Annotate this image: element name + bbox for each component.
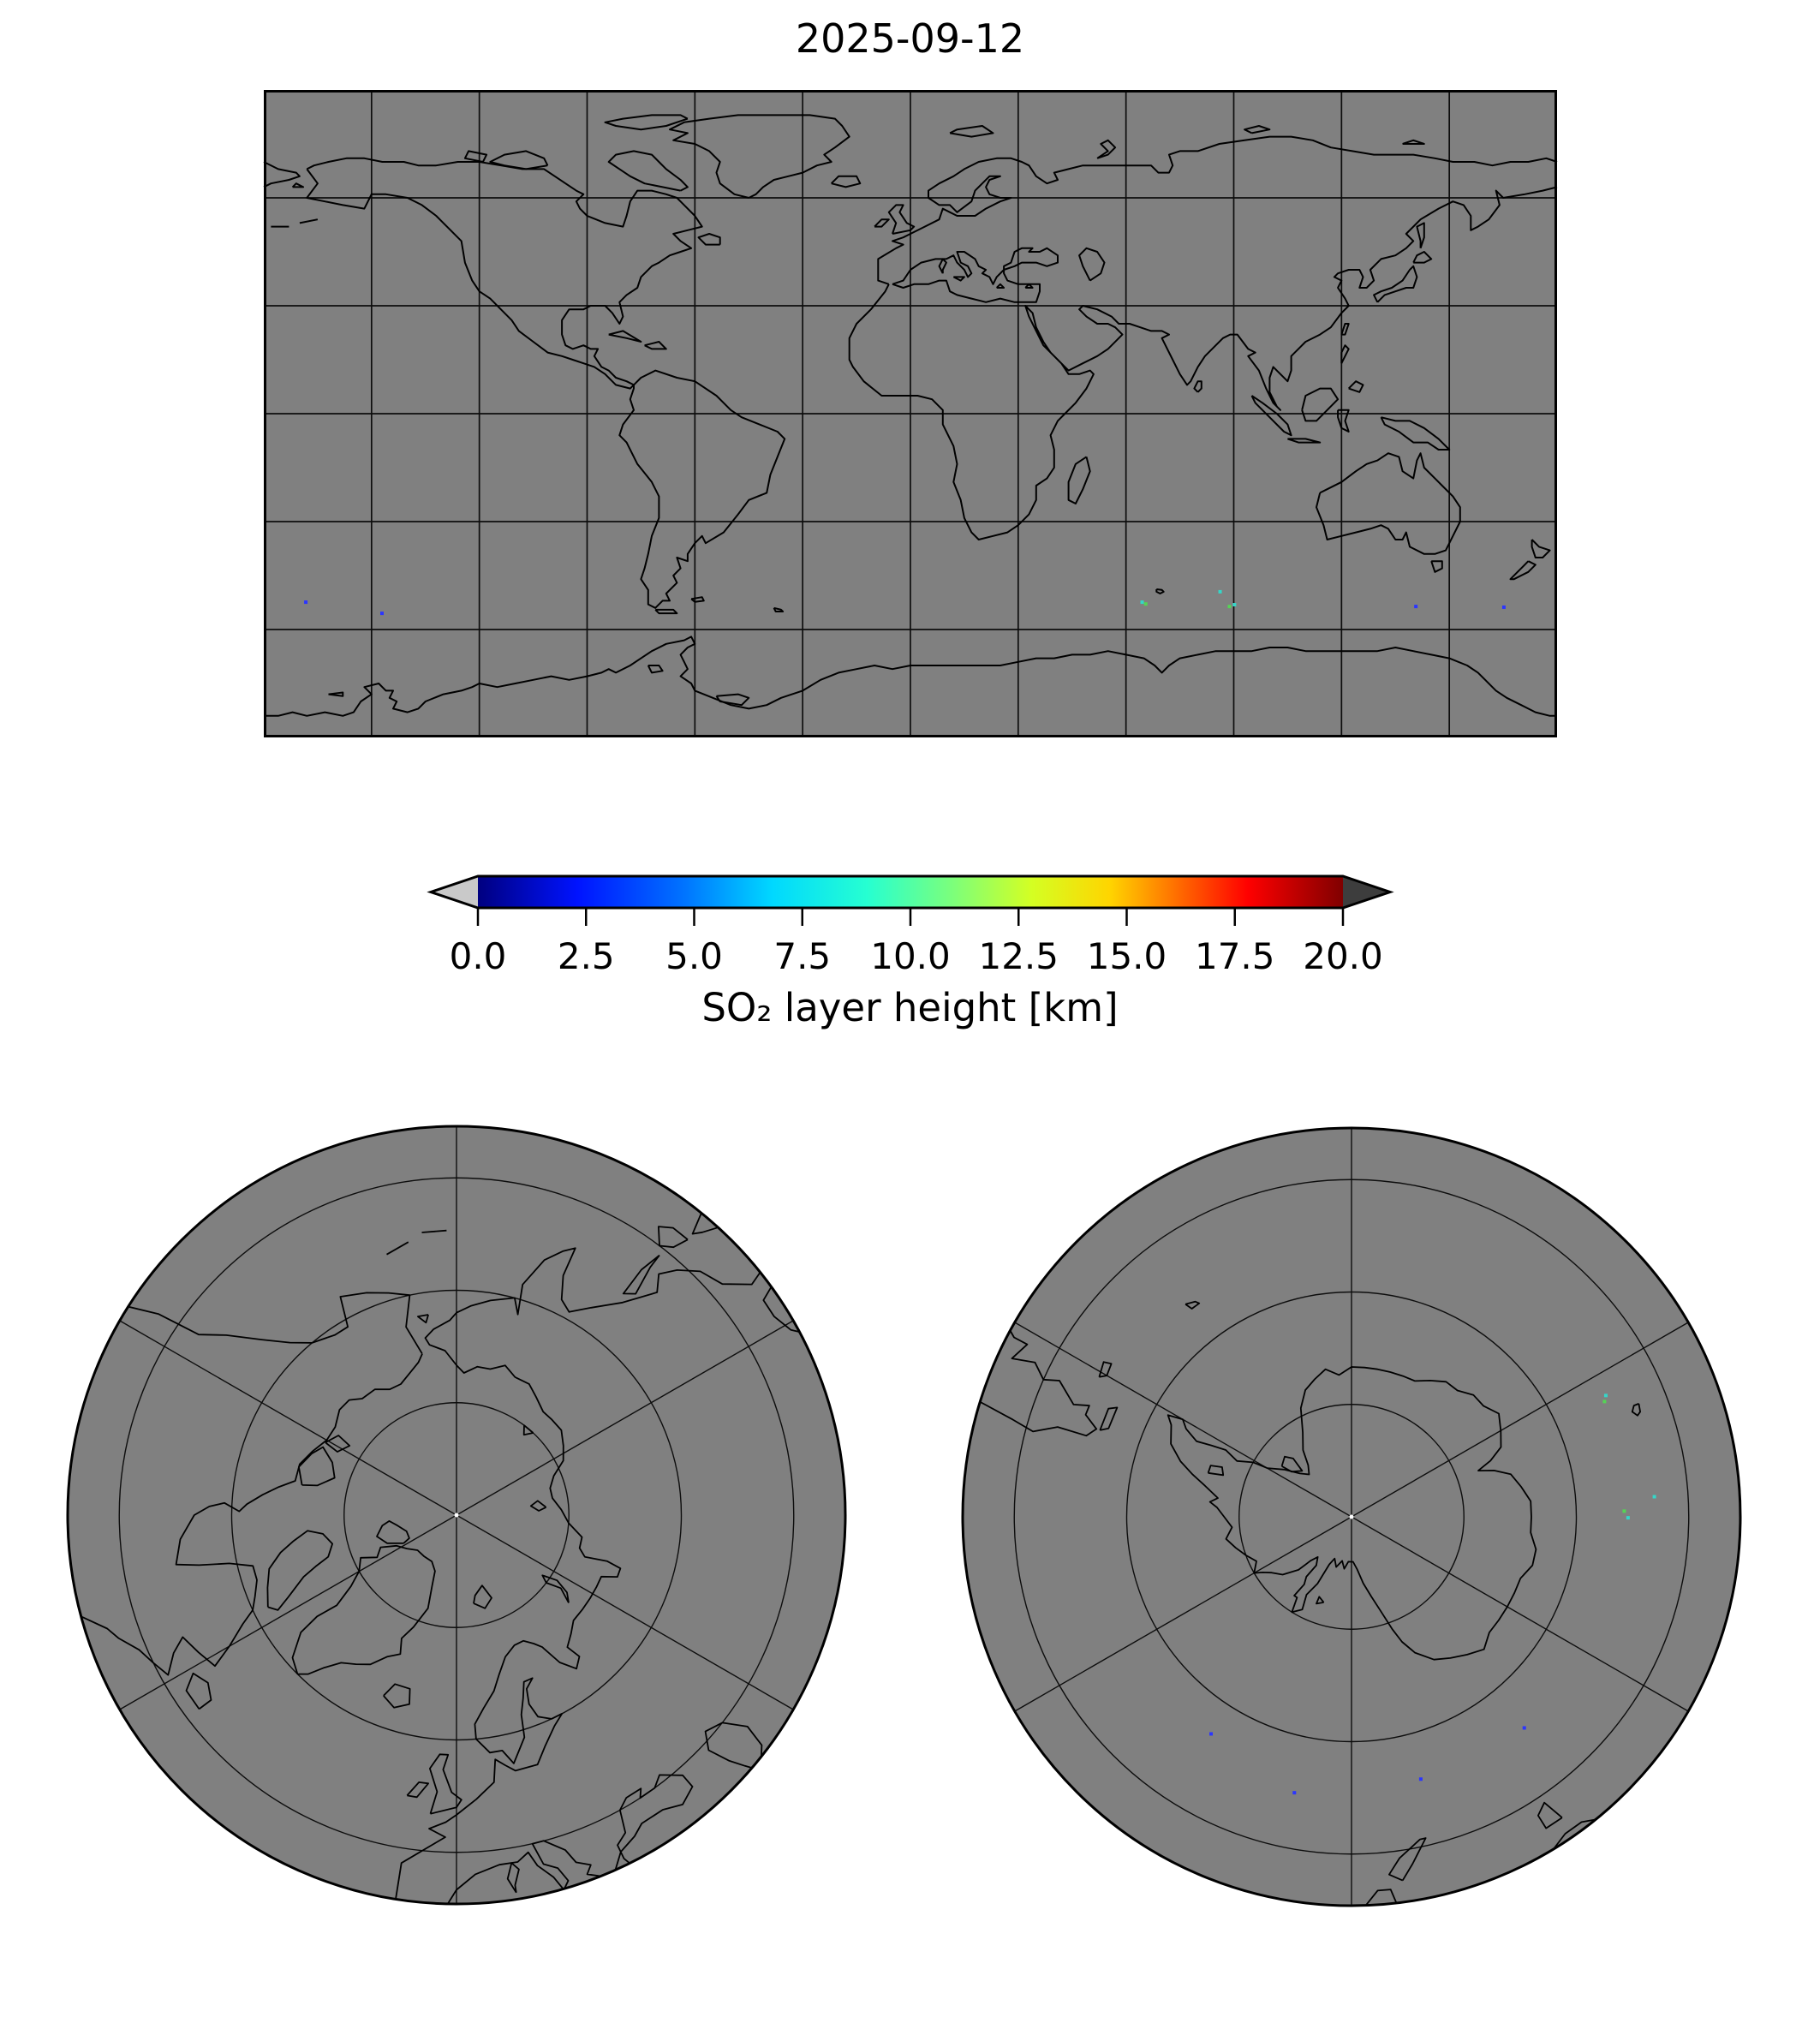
colorbar-over-arrow	[1343, 876, 1390, 908]
so2-data-point	[1209, 1732, 1213, 1735]
colorbar-tick-label: 2.5	[557, 935, 615, 977]
so2-data-point	[1604, 1393, 1608, 1397]
so2-data-point	[1232, 603, 1236, 606]
so2-data-point	[1219, 590, 1222, 594]
so2-data-point	[1602, 1399, 1606, 1403]
colorbar-tick-label: 10.0	[870, 935, 951, 977]
south-polar-map	[955, 1120, 1748, 1913]
colorbar-tick-label: 20.0	[1303, 935, 1383, 977]
pole-dot	[1350, 1515, 1354, 1519]
so2-data-point	[1144, 602, 1148, 606]
colorbar-tick-label: 12.5	[978, 935, 1059, 977]
so2-data-point	[1626, 1516, 1630, 1519]
so2-data-point	[1414, 605, 1417, 608]
so2-data-point	[1523, 1726, 1526, 1729]
colorbar-tick-label: 7.5	[773, 935, 832, 977]
so2-data-point	[304, 600, 307, 604]
colorbar-gradient	[478, 876, 1343, 908]
figure-title: 2025-09-12	[795, 15, 1025, 62]
so2-data-point	[1227, 605, 1231, 608]
so2-data-point	[1419, 1777, 1423, 1781]
world-map	[264, 90, 1557, 737]
colorbar-tick-label: 17.5	[1194, 935, 1275, 977]
so2-data-point	[380, 612, 384, 615]
colorbar	[424, 869, 1396, 929]
so2-data-point	[1502, 606, 1506, 609]
pole-dot	[455, 1513, 459, 1518]
colorbar-under-arrow	[431, 876, 478, 908]
colorbar-tick-label: 5.0	[665, 935, 723, 977]
so2-data-point	[1622, 1509, 1626, 1513]
colorbar-tick-marks	[478, 908, 1343, 926]
so2-data-point	[1653, 1495, 1656, 1499]
so2-data-point	[1141, 600, 1144, 604]
colorbar-label: SO₂ layer height [km]	[701, 985, 1119, 1030]
north-polar-map	[60, 1119, 853, 1912]
so2-data-point	[1292, 1791, 1296, 1794]
colorbar-tick-label: 0.0	[449, 935, 507, 977]
colorbar-tick-label: 15.0	[1086, 935, 1167, 977]
